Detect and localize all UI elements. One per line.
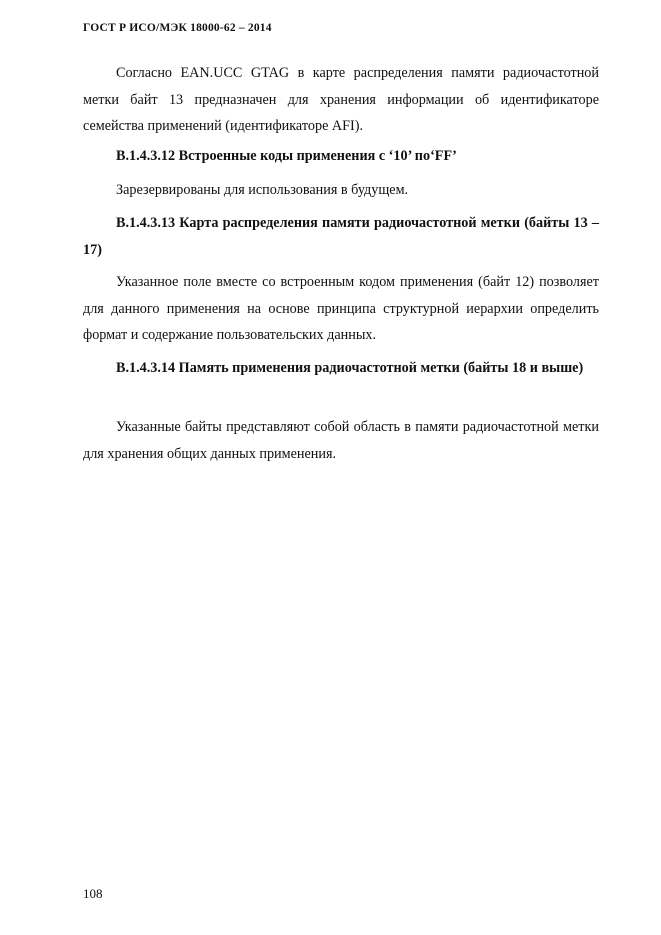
section-intro <box>83 60 599 140</box>
section-b14312-body <box>83 177 599 204</box>
paragraph-bytes: Указанные байты представляют собой область в памяти радиочастотной метки для хранения общих данных применения. <box>83 419 599 462</box>
document-header: ГОСТ Р ИСО/МЭК 18000-62 – 2014 <box>83 22 272 34</box>
paragraph-field: Указанное поле вместе со встроенным кодом применения (байт 12) позволяет для данного применения на основе принципа структурной иерархии определить формат и содержание пользовательских данных. <box>83 274 599 343</box>
section-b14314-body <box>83 414 599 467</box>
paragraph-reserved: Зарезервированы для использования в будущем. <box>116 182 409 198</box>
page-number: 108 <box>83 886 103 901</box>
section-b14314 <box>83 355 599 382</box>
section-b14313 <box>83 210 599 263</box>
section-b14313-body <box>83 269 599 349</box>
heading-b14314: B.1.4.3.14 Память применения радиочастотной метки (байты 18 и выше) <box>116 360 584 376</box>
section-b14312 <box>83 143 599 170</box>
heading-b14313: B.1.4.3.13 Карта распределения памяти радиочастотной метки (байты 13 – 17) <box>83 215 599 258</box>
heading-b14312: B.1.4.3.12 Встроенные коды применения с ‘10’ по‘FF’ <box>116 148 457 164</box>
paragraph-afi: Согласно EAN.UCC GTAG в карте распределения памяти радиочастотной метки байт 13 предназначен для хранения информации об идентификаторе семейства применений (идентификаторе AFI). <box>83 65 599 134</box>
